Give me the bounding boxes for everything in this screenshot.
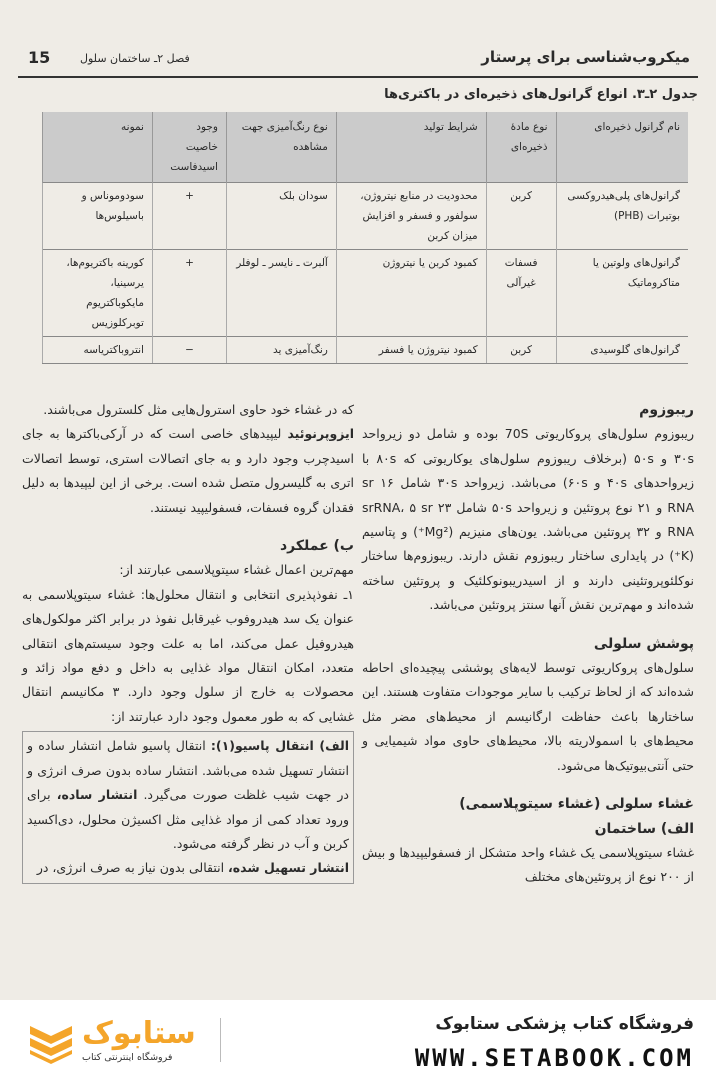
table-header-cell: وجود خاصیت اسیدفاست [152,112,226,183]
promo-footer [0,1000,716,1080]
table-row [43,250,689,337]
cell-envelope-paragraph: سلول‌های پروکاریوتی توسط لایه‌های پوششی پیچیده‌ای احاطه شده‌اند که از لحاظ ترکیب با سایر موجودات متفاوت هستند. این ساختارها باعث حفاظت ارگانیسم از محیط‌های مضر مثل محیط‌های با اسمولاریته بالا، محیط‌های حاوی مواد شیمیایی و حتی آنتی‌بیوتیک‌ها می‌شود. [362,660,694,773]
table-cell: کمبود نیتروژن یا فسفر [336,337,486,364]
simple-diffusion-text: برای ورود تعداد کمی از مواد غذایی مثل اکسیژن محلول، دی‌اکسید کربن و آب در نظر گرفته می‌شود. [27,787,349,851]
chapter-title: فصل ۲ـ ساختمان سلول [80,52,190,65]
table-header-cell: شرایط تولید [336,112,486,183]
cell-membrane-heading: غشاء سلولی (غشاء سیتوپلاسمی) [459,796,694,813]
function-heading: ب) عملکرد [279,538,354,555]
website-link[interactable]: WWW.SETABOOK.COM [414,1044,694,1072]
footer-divider [220,1018,221,1062]
simple-diffusion-term: انتشار ساده، [56,787,138,803]
table-cell: کورینه باکتریوم‌ها، یرسینیا، مایکوباکتریوم توبرکلوزیس [43,250,153,337]
page-header [18,40,698,78]
table-cell: گرانول‌های گلوسیدی [556,337,688,364]
logo-subtitle: فروشگاه اینترنتی کتاب [82,1052,173,1063]
function-intro: مهم‌ترین اعمال غشاء سیتوپلاسمی عبارتند از: [119,562,354,578]
table-cell: + [152,183,226,250]
isoprenoid-paragraph [22,422,354,520]
table-header-cell: نوع مادهٔ ذخیره‌ای [486,112,556,183]
table-cell: + [152,250,226,337]
left-text-column [22,398,354,884]
book-title: میکروب‌شناسی برای پرستار [481,48,690,66]
page-number: 15 [28,48,51,67]
ribosome-paragraph: ریبوزوم سلول‌های پروکاریوتی 70S بوده و شامل دو زیرواحد ۳۰s و ۵۰s (برخلاف ریبوزوم سلول‌های یوکاریوتی که ۸۰s با زیرواحدهای ۴۰s و ۶۰s) می‌باشد. زیرواحد ۳۰s شامل ۱۶ sr RNA و ۲۱ نوع پروتئین و زیرواحد ۵۰s شامل ۲۳ srRNA، ۵ sr RNA و ۳۲ پروتئین می‌باشد. یون‌های منیزیم (Mg²⁺) و پتاسیم (K⁺) در پایداری ساختار ریبوزوم نقش دارند. ریبوزوم‌ها ساختار نوکلئوپروتئینی دارند و از اسیدریبونوکلئیک و پروتئین ساخته شده‌اند و مهم‌ترین نقش آنها سنتز پروتئین می‌باشد. [362,426,695,613]
facilitated-diffusion-text: انتقالی بدون نیاز به صرف انرژی، در [36,860,229,876]
passive-transport-term: الف) انتقال پاسیو(۱): [210,738,349,754]
isoprenoid-term: ایزوپرنوئید [287,426,354,442]
structure-subheading: الف) ساختمان [594,820,694,837]
table-cell: کربن [486,183,556,250]
passive-transport-paragraph [27,734,349,856]
table-header-row [43,112,689,183]
table-cell: گرانول‌های ولوتین یا متاکروماتیک [556,250,688,337]
table-cell: کمبود کربن یا نیتروژن [336,250,486,337]
table-cell: آلبرت ـ نایسر ـ لوفلر [226,250,336,337]
book-chevron-icon [28,1020,74,1064]
table-header-cell: نمونه [43,112,153,183]
passive-transport-text: انتقال پاسیو شامل انتشار ساده و انتشار تسهیل شده می‌باشد. انتشار ساده بدون صرف انرژی و در جهت شیب غلظت صورت می‌گیرد. [27,738,349,803]
table-header-cell: نوع رنگ‌آمیزی جهت مشاهده [226,112,336,183]
isoprenoid-text: لیپیدهای خاصی است که در آرکی‌باکترها به جای اسیدچرب وجود دارد و به جای اتصالات استری، توسط اتصالات اتری به گلیسرول متصل شده است. برخی از این لیپیدها به دلیل فقدان گروه فسفات، فسفولیپید نیستند. [22,426,354,515]
sterol-paragraph: که در غشاء خود حاوی استرول‌هایی مثل کلسترول می‌باشند. [43,402,354,417]
granule-table [42,112,688,364]
ribosome-heading: ریبوزوم [639,402,694,418]
table-cell: محدودیت در منابع نیتروژن، سولفور و فسفر و افزایش میزان کربن [336,183,486,250]
table-cell: − [152,337,226,364]
table-cell: فسفات غیرآلی [486,250,556,337]
cell-envelope-heading: پوشش سلولی [593,635,694,652]
facilitated-diffusion-term: انتشار تسهیل شده، [228,860,349,876]
table-cell: سودان بلک [226,183,336,250]
table-row [43,337,689,364]
table-header-cell: نام گرانول ذخیره‌ای [556,112,688,183]
right-text-column [362,398,694,890]
logo-text: ستابوک [82,1016,196,1051]
cell-membrane-paragraph: غشاء سیتوپلاسمی یک غشاء واحد متشکل از فسفولیپیدها و بیش از ۲۰۰ نوع از پروتئین‌های مختلف [362,844,694,885]
table-cell: انتروباکتریاسه [43,337,153,364]
table-cell: سودوموناس و باسیلوس‌ها [43,183,153,250]
table-row [43,183,689,250]
table-cell: رنگ‌آمیزی ید [226,337,336,364]
selective-permeability-paragraph: ۱ـ نفوذپذیری انتخابی و انتقال محلول‌ها: غشاء سیتوپلاسمی به عنوان یک سد هیدروفوب غیرقابل نفوذ در برابر اکثر مولکول‌های هیدروفیل عمل می‌کند، اما به علت وجود سیستم‌های انتقالی متعدد، امکان انتقال مواد غذایی به داخل و دفع مواد زائد و محصولات به خارج از سلول وجود دارد. ۳ مکانیسم انتقال غشایی که به طور معمول وجود دارد عبارتند از: [22,586,354,724]
setabook-logo [28,1016,208,1066]
table-caption: جدول ۲ـ۳. انواع گرانول‌های ذخیره‌ای در باکتری‌ها [384,87,698,102]
table-cell: گرانول‌های پلی‌هیدروکسی بوتیرات (PHB) [556,183,688,250]
facilitated-diffusion-paragraph [27,856,349,880]
shop-name: فروشگاه کتاب پزشکی ستابوک [435,1014,694,1034]
table-cell: کربن [486,337,556,364]
passive-transport-box [22,731,354,883]
